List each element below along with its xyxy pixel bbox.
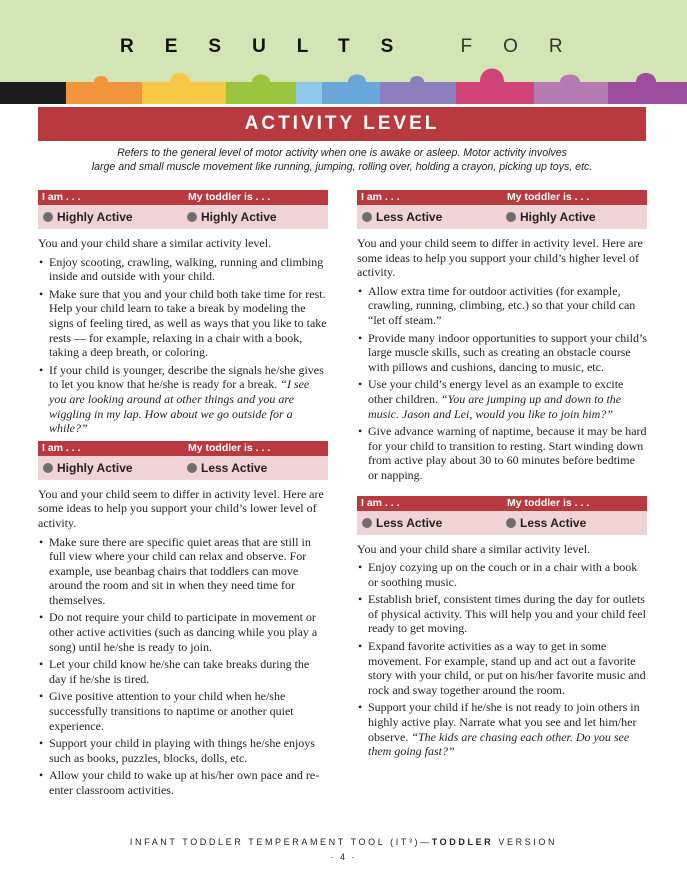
toddler-value: Highly Active — [201, 210, 277, 224]
result-box-header — [357, 190, 647, 205]
toddler-value: Less Active — [520, 515, 587, 530]
puzzle-piece-mauve — [534, 75, 608, 105]
result-box-values — [38, 456, 328, 480]
quote-text: “I see you are looking around at other things and you are wiggling in my lap. How about we go outside for a while?” — [49, 377, 310, 436]
toddler-label: My toddler is . . . — [507, 191, 590, 203]
list-item: • Give positive attention to your child when he/she successfully transitions to naptime or another quiet experience. — [39, 689, 294, 733]
block-lead-text: You and your child seem to differ in activity level. Here are some ideas to help you support your child’s lower level of activity. — [38, 486, 324, 530]
block-lead-text: You and your child share a similar activity level. — [357, 541, 591, 556]
i-am-value: Less Active — [376, 515, 443, 530]
puzzle-piece-green — [226, 75, 296, 105]
result-box-values — [38, 205, 328, 229]
bullet-dot-icon — [43, 212, 53, 222]
toddler-label: My toddler is . . . — [188, 191, 271, 203]
bullet-dot-icon — [506, 518, 516, 528]
result-box-less-highly — [357, 190, 647, 229]
list-item: • Enjoy cozying up on the couch or in a chair with a book or soothing music. — [358, 560, 638, 589]
result-box-values — [357, 511, 647, 535]
page-header-title — [0, 36, 687, 58]
list-item: • If your child is younger, describe the signals he/she gives to let you know that he/she is ready for a break. “I see you are looking around at other things and you are wiggling in my lap. How about we go outside for a while?” — [39, 362, 324, 436]
intro-line-2: large and small muscle movement like running, jumping, rolling over, holding a crayon, picking up toys, etc. — [91, 161, 593, 173]
i-am-value: Less Active — [376, 210, 443, 224]
page-number: · 4 · — [330, 852, 357, 862]
bullet-dot-icon — [362, 518, 372, 528]
puzzle-piece-orange — [66, 76, 142, 104]
puzzle-piece-black — [0, 82, 66, 104]
result-box-highly-highly — [38, 190, 328, 229]
tips-list — [38, 255, 328, 436]
puzzle-piece-yellow — [142, 73, 226, 104]
tips-list — [357, 284, 647, 483]
bullet-dot-icon — [43, 463, 53, 473]
list-item: • Make sure there are specific quiet areas that are still in full view where your child can relax and observe. For example, use beanbag chairs that toddlers can move around the room and sit in when they need time for themselves. — [39, 534, 311, 607]
result-box-less-less — [357, 496, 647, 535]
footer-prefix: INFANT TODDLER TEMPERAMENT TOOL (IT³)— — [129, 837, 432, 847]
i-am-label: I am . . . — [42, 441, 81, 454]
block-lead-text: You and your child share a similar activity level. — [38, 236, 272, 250]
intro-line-1: Refers to the general level of motor activity when one is awake or asleep. Motor activity involves — [117, 147, 567, 159]
list-item: • Make sure that you and your child both take time for rest. Help your child learn to take a break by modeling the signs of feeling tired, as well as ways that you like to take rests — for example, relaxing in a chair with a book, taking a deep breath, or coloring. — [39, 286, 327, 360]
result-box-header — [38, 190, 328, 205]
bullet-dot-icon — [362, 212, 372, 222]
puzzle-piece-blue — [322, 75, 380, 105]
bullet-dot-icon — [187, 463, 197, 473]
header-title-bold: RESULTS — [120, 36, 425, 57]
list-item: • Provide many indoor opportunities to support your child’s large muscle skills, such as creating an obstacle course with pillows and cushions, dancing to music, etc. — [358, 330, 647, 374]
list-item: • Enjoy scooting, crawling, walking, running and climbing inside and outside with your child. — [39, 254, 324, 284]
left-column — [38, 190, 328, 801]
intro-text — [60, 146, 624, 174]
bullet-dot-icon — [187, 212, 197, 222]
bullet-dot-icon — [506, 212, 516, 222]
section-title: ACTIVITY LEVEL — [38, 107, 646, 141]
right-column — [357, 190, 647, 762]
list-item: • Expand favorite activities as a way to get in some movement. For example, stand up and act out a favorite story with your child, or put on his/her favorite music and rock and sway together around the room. — [358, 639, 646, 697]
list-item: • Do not require your child to participate in movement or other active activities (such as dancing while you play a song) until he/she is ready to join. — [39, 610, 318, 654]
quote-text: “The kids are chasing each other. Do you see them going fast?” — [368, 729, 630, 759]
list-item: • Use your child’s energy level as an example to excite other children. “You are jumping up and down to the music. Jason and Lei, would you like to join him?” — [358, 377, 624, 421]
quote-text: “You are jumping up and down to the music. Jason and Lei, would you like to join him?” — [368, 391, 622, 421]
i-am-value: Highly Active — [57, 460, 133, 475]
i-am-value: Highly Active — [57, 210, 133, 224]
result-box-highly-less — [38, 441, 328, 480]
tips-list — [38, 535, 328, 798]
puzzle-piece-violet — [608, 73, 687, 104]
list-item: • Give advance warning of naptime, because it may be hard for your child to transition to resting. Start winding down from active play about 30 to 60 minutes before bedtime or napping. — [358, 424, 647, 482]
list-item: • Support your child in playing with things he/she enjoys such as books, puzzles, blocks, dolls, etc. — [39, 736, 315, 765]
block-lead-text: You and your child seem to differ in activity level. Here are some ideas to help you support your child’s higher level of activity. — [357, 236, 643, 280]
toddler-value: Less Active — [201, 460, 268, 475]
header-title-light: FOR — [460, 36, 594, 57]
list-item: • Allow your child to wake up at his/her own pace and re-enter classroom activities. — [39, 768, 320, 797]
footer-bold: TODDLER — [431, 837, 494, 847]
puzzle-piece-magenta — [456, 69, 534, 105]
i-am-label: I am . . . — [361, 191, 400, 203]
result-box-header — [38, 441, 328, 456]
toddler-value: Highly Active — [520, 210, 596, 224]
i-am-label: I am . . . — [42, 191, 81, 203]
result-box-header — [357, 496, 647, 511]
puzzle-strip-decoration — [0, 60, 687, 106]
tips-list — [357, 560, 647, 759]
page-footer — [0, 837, 687, 847]
list-item: • Establish brief, consistent times during the day for outlets of physical activity. This will help you and your child feel ready to get moving. — [358, 592, 646, 636]
result-box-values — [357, 205, 647, 229]
puzzle-piece-lightblue — [296, 82, 322, 104]
list-item: • Allow extra time for outdoor activities (for example, crawling, running, climbing, etc.) so that your child can “let off steam.” — [358, 283, 636, 327]
toddler-label: My toddler is . . . — [507, 496, 590, 509]
toddler-label: My toddler is . . . — [188, 441, 271, 454]
list-item: • Let your child know he/she can take breaks during the day if he/she is tired. — [39, 657, 310, 686]
footer-suffix: VERSION — [493, 837, 558, 847]
puzzle-piece-purple — [380, 76, 456, 104]
i-am-label: I am . . . — [361, 496, 400, 509]
list-item: • Support your child if he/she is not ready to join others in highly active play. Narrate what you see and let him/her observe. “The kids are chasing each other. Do you see them going fast?” — [358, 700, 640, 759]
